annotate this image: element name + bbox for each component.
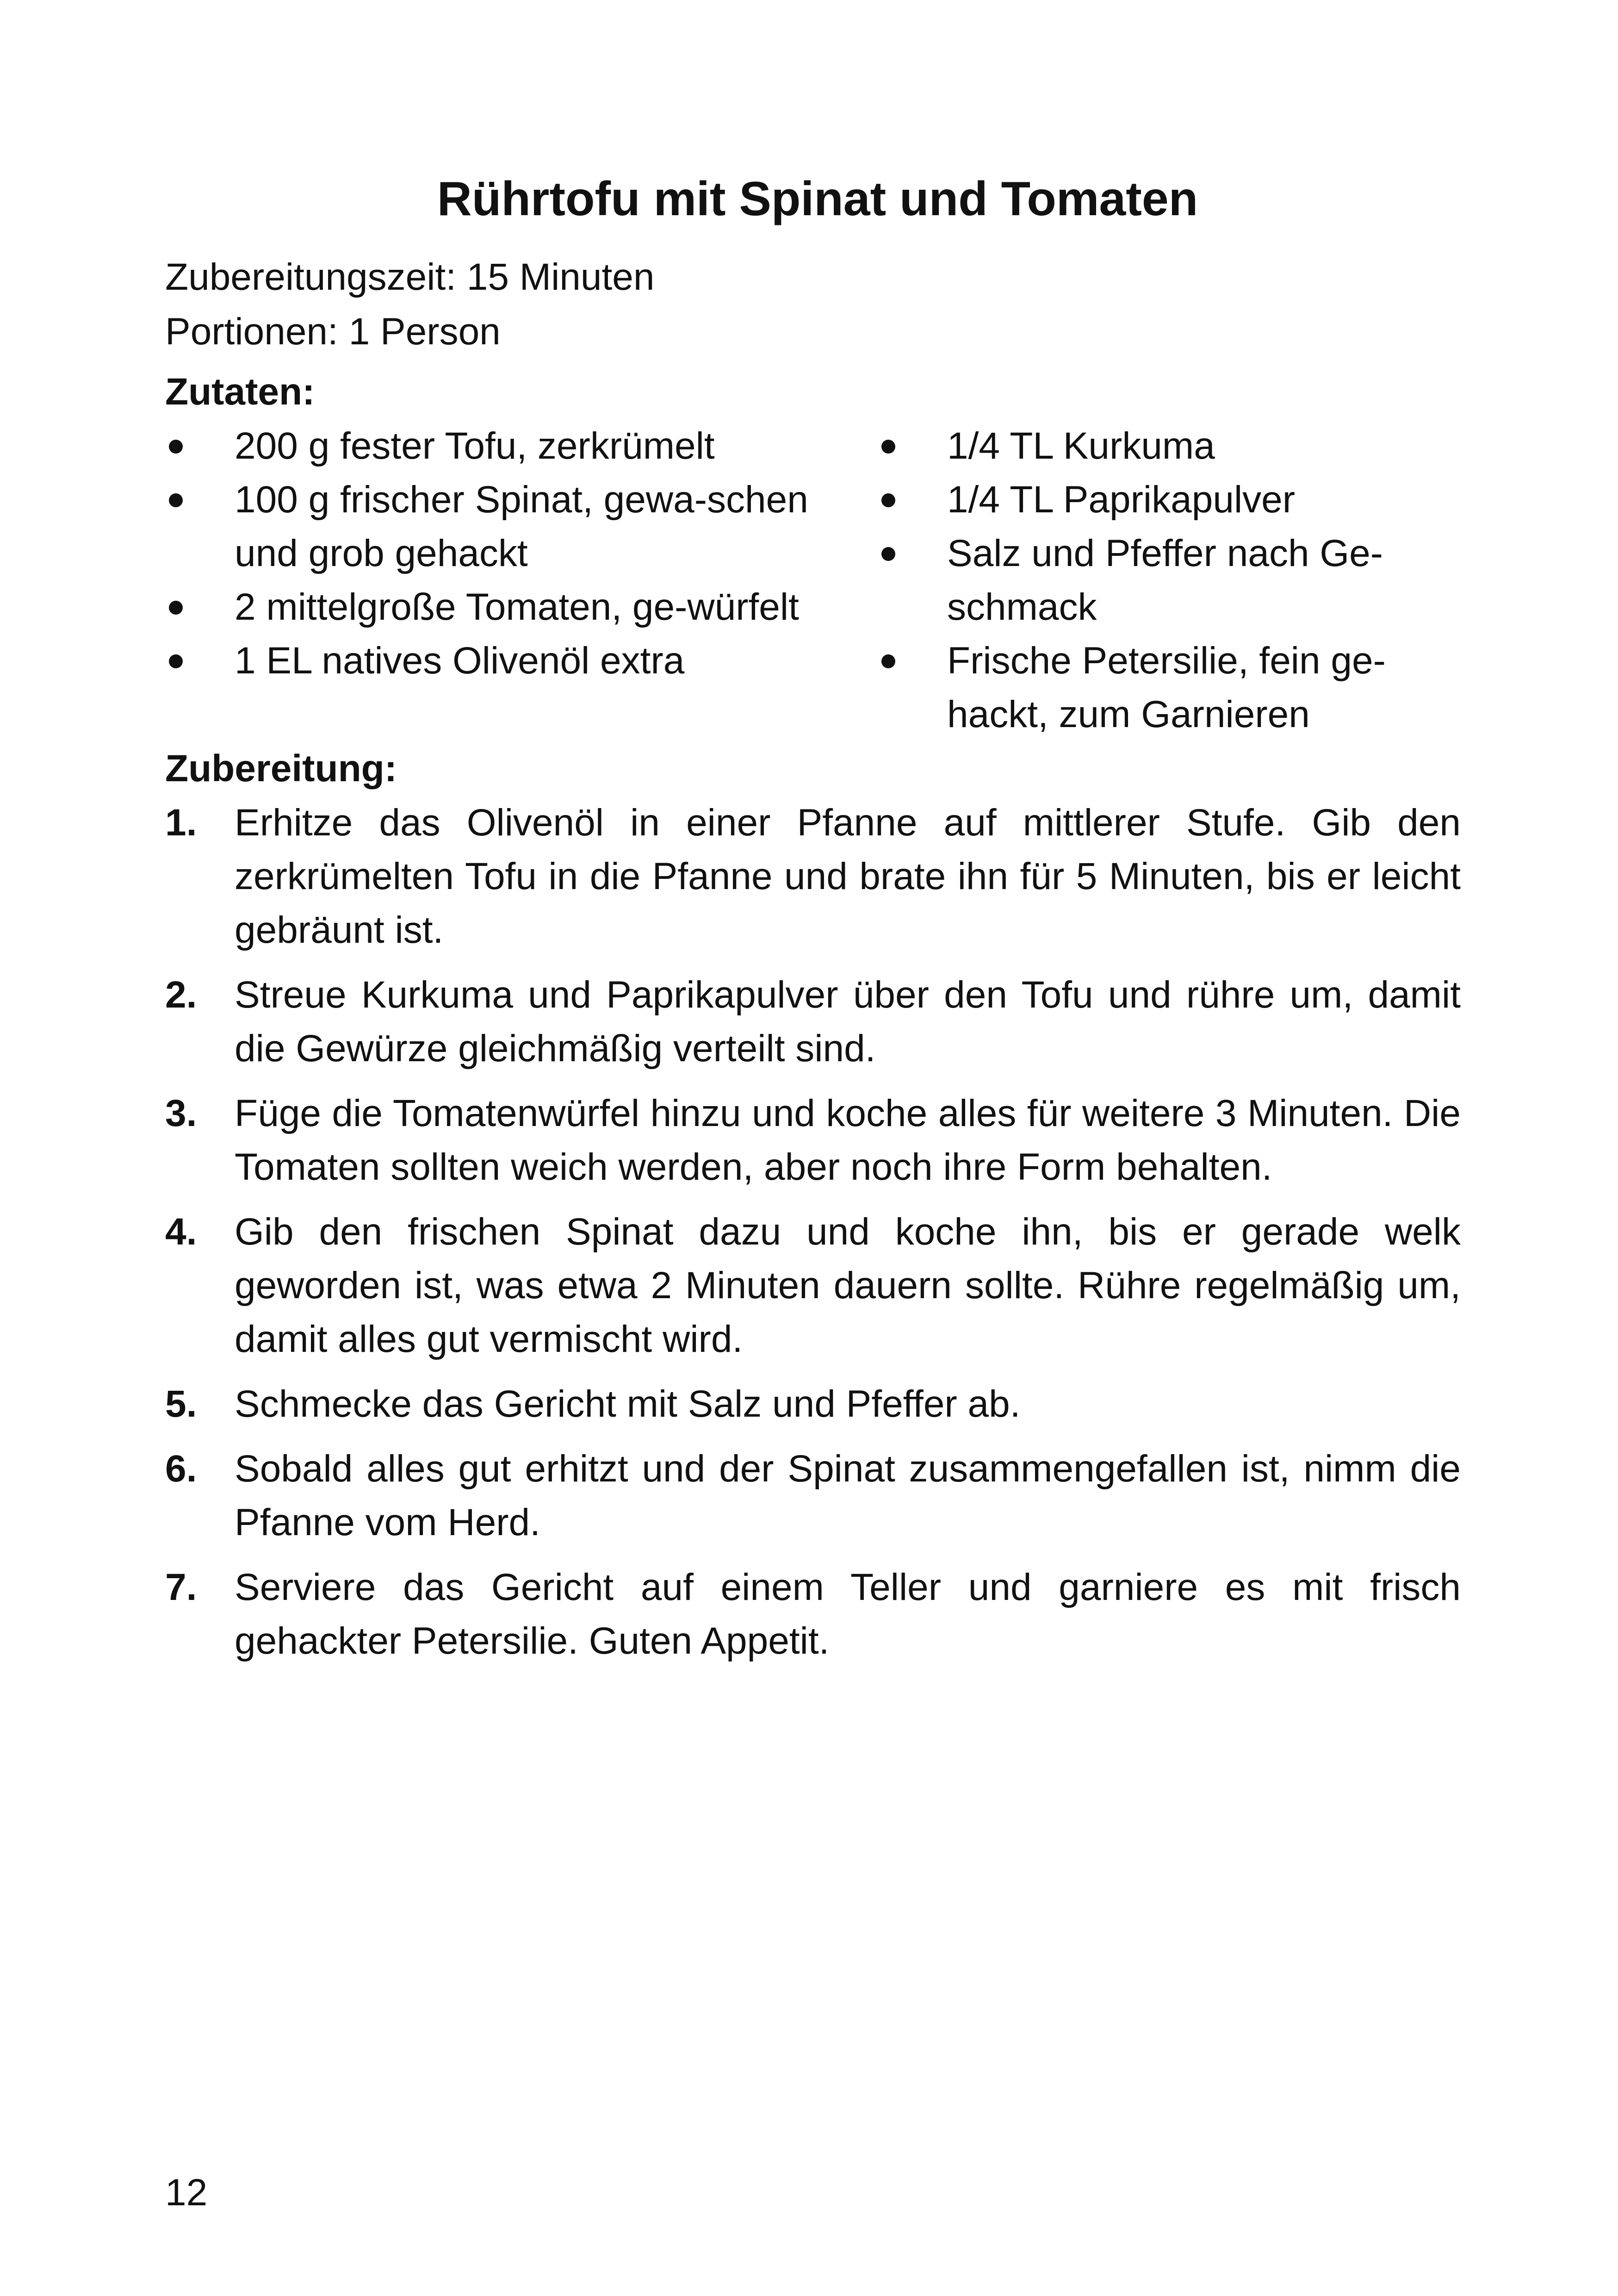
step-number: 6. bbox=[165, 1448, 197, 1490]
ingredients-column-left bbox=[165, 419, 878, 741]
step-number: 3. bbox=[165, 1092, 197, 1134]
ingredient-text: 1 EL natives Olivenöl extra bbox=[235, 640, 685, 682]
step-text: Serviere das Gericht auf einem Teller und garniere es mit frisch gehackter Petersilie. Guten Appetit. bbox=[235, 1566, 1461, 1662]
ingredients-heading: Zutaten: bbox=[165, 371, 315, 413]
recipe-page bbox=[165, 167, 1461, 1679]
bullet-icon bbox=[881, 547, 895, 561]
ingredient-item bbox=[165, 419, 878, 473]
ingredient-item bbox=[878, 634, 1461, 741]
preparation-steps bbox=[165, 796, 1461, 1668]
ingredient-text: Salz und Pfeffer nach Ge-schmack bbox=[947, 532, 1383, 628]
ingredient-item bbox=[878, 473, 1461, 527]
ingredient-item bbox=[165, 634, 878, 688]
bullet-icon bbox=[881, 440, 895, 454]
ingredient-item bbox=[878, 527, 1461, 634]
bullet-icon bbox=[169, 654, 183, 668]
ingredient-text: 2 mittelgroße Tomaten, ge-würfelt bbox=[235, 586, 799, 628]
ingredient-text: 200 g fester Tofu, zerkrümelt bbox=[235, 425, 715, 467]
ingredient-item bbox=[165, 473, 878, 580]
ingredients-list bbox=[165, 419, 1461, 741]
preparation-heading: Zubereitung: bbox=[165, 747, 397, 790]
step-item bbox=[165, 1442, 1461, 1549]
page-number: 12 bbox=[165, 2172, 208, 2214]
ingredient-text: Frische Petersilie, fein ge-hackt, zum Garnieren bbox=[947, 640, 1386, 735]
ingredient-item bbox=[165, 580, 878, 634]
bullet-icon bbox=[169, 440, 183, 454]
recipe-meta bbox=[165, 250, 1461, 359]
recipe-title: Rührtofu mit Spinat und Tomaten bbox=[437, 172, 1198, 226]
step-text: Gib den frischen Spinat dazu und koche ihn, bis er gerade welk geworden ist, was etwa 2 Minuten dauern sollte. Rühre regelmäßig um, damit alles gut vermischt wird. bbox=[235, 1211, 1461, 1360]
step-number: 1. bbox=[165, 802, 197, 844]
step-number: 2. bbox=[165, 974, 197, 1016]
step-text: Schmecke das Gericht mit Salz und Pfeffer ab. bbox=[235, 1383, 1021, 1425]
step-item bbox=[165, 1377, 1461, 1431]
step-text: Füge die Tomatenwürfel hinzu und koche alles für weitere 3 Minuten. Die Tomaten sollten weich werden, aber noch ihre Form behalten. bbox=[235, 1092, 1461, 1188]
step-number: 7. bbox=[165, 1566, 197, 1608]
prep-time: Zubereitungszeit: 15 Minuten bbox=[165, 256, 655, 298]
ingredient-item bbox=[878, 419, 1461, 473]
bullet-icon bbox=[169, 493, 183, 507]
ingredient-text: 1/4 TL Kurkuma bbox=[947, 425, 1215, 467]
step-text: Sobald alles gut erhitzt und der Spinat zusammengefallen ist, nimm die Pfanne vom Herd. bbox=[235, 1448, 1461, 1543]
step-number: 4. bbox=[165, 1211, 197, 1253]
ingredient-text: 100 g frischer Spinat, gewa-schen und grob gehackt bbox=[235, 479, 808, 574]
ingredients-column-right bbox=[878, 419, 1461, 741]
step-item bbox=[165, 796, 1461, 957]
step-item bbox=[165, 1205, 1461, 1366]
step-item bbox=[165, 968, 1461, 1076]
step-number: 5. bbox=[165, 1383, 197, 1425]
bullet-icon bbox=[881, 493, 895, 507]
ingredient-text: 1/4 TL Paprikapulver bbox=[947, 479, 1296, 521]
step-text: Streue Kurkuma und Paprikapulver über den Tofu und rühre um, damit die Gewürze gleichmäßig verteilt sind. bbox=[235, 974, 1461, 1070]
bullet-icon bbox=[169, 601, 183, 615]
servings: Portionen: 1 Person bbox=[165, 311, 501, 353]
step-item bbox=[165, 1087, 1461, 1194]
step-item bbox=[165, 1561, 1461, 1668]
step-text: Erhitze das Olivenöl in einer Pfanne auf mittlerer Stufe. Gib den zerkrümelten Tofu in die Pfanne und brate ihn für 5 Minuten, bis er leicht gebräunt ist. bbox=[235, 802, 1461, 951]
bullet-icon bbox=[881, 654, 895, 668]
